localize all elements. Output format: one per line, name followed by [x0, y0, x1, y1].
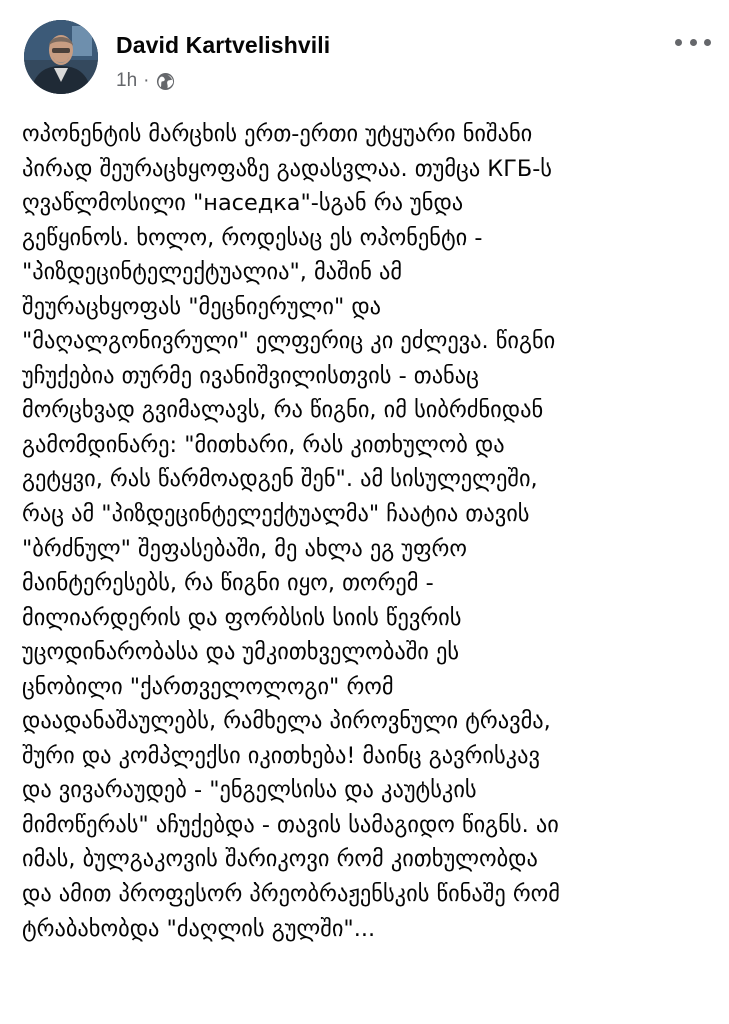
post-text-line: მაინტერესებს, რა წიგნი იყო, თორემ - [22, 570, 434, 597]
post-text-line: მილიარდერის და ფორბსის სიის წევრის [22, 604, 462, 631]
post-text-line: პირად შეურაცხყოფაზე გადასვლაა. თუმცა КГБ-ს [22, 155, 552, 182]
post-text-line: გეტყვი, რას წარმოადგენ შენ". ამ სისულელეში, [22, 466, 538, 493]
more-options-button[interactable] [675, 34, 711, 50]
more-dot-icon [675, 39, 682, 46]
post-text-line: დაადანაშაულებს, რამხელა პიროვნული ტრავმა, [22, 708, 551, 735]
post-text [22, 117, 716, 946]
post-text-line: და ვივარაუდებ - "ენგელსისა და კაუტსკის [22, 777, 477, 804]
author-name[interactable]: David Kartvelishvili [116, 32, 331, 58]
post-text-line: "მაღალგონივრული" ელფერიც კი ეძლევა. წიგნი [22, 328, 556, 355]
post-text-line: "პიზდეცინტელექტუალია", მაშინ ამ [22, 259, 403, 286]
post-meta [116, 70, 175, 92]
globe-icon[interactable] [156, 72, 175, 91]
post-text-line: გეწყინოს. ხოლო, როდესაც ეს ოპონენტი - [22, 224, 483, 251]
post-text-line: ტრაბახობდა "ძაღლის გულში"... [22, 915, 376, 942]
post-text-line: რაც ამ "პიზდეცინტელექტუალმა" ჩაატია თავის [22, 501, 530, 528]
post-text-line: შური და კომპლექსი იკითხება! მაინც გავრისკავ [22, 742, 540, 769]
post-text-line: იმას, ბულგაკოვის შარიკოვი რომ კითხულობდა [22, 846, 538, 873]
post-text-line: მიმოწერას" აჩუქებდა - თავის სამაგიდო წიგნს. აი [22, 811, 559, 838]
post-text-line: ღვაწლმოსილი "наседка"-სგან რა უნდა [22, 190, 464, 217]
author-avatar[interactable] [24, 20, 98, 94]
more-dot-icon [690, 39, 697, 46]
post-text-line: "ბრძნულ" შეფასებაში, მე ახლა ეგ უფრო [22, 535, 467, 562]
post-text-line: ცნობილი "ქართველოლოგი" რომ [22, 673, 394, 700]
more-dot-icon [704, 39, 711, 46]
post-text-line: მორცხვად გვიმალავს, რა წიგნი, იმ სიბრძნიდან [22, 397, 544, 424]
post-text-line: გამომდინარე: "მითხარი, რას კითხულობ და [22, 431, 505, 458]
post-text-line: შეურაცხყოფას "მეცნიერული" და [22, 293, 382, 320]
post-text-line: ოპონენტის მარცხის ერთ-ერთი უტყუარი ნიშანი [22, 121, 533, 147]
post-text-line: უცოდინარობასა და უმკითხველობაში ეს [22, 639, 460, 666]
post-text-line: და ამით პროფესორ პრეობრაჟენსკის წინაშე რომ [22, 881, 560, 908]
post-timestamp[interactable]: 1h [116, 70, 138, 91]
meta-separator: · [143, 70, 150, 91]
post-text-line: უჩუქებია თურმე ივანიშვილისთვის - თანაც [22, 362, 479, 389]
post-header [24, 20, 711, 96]
